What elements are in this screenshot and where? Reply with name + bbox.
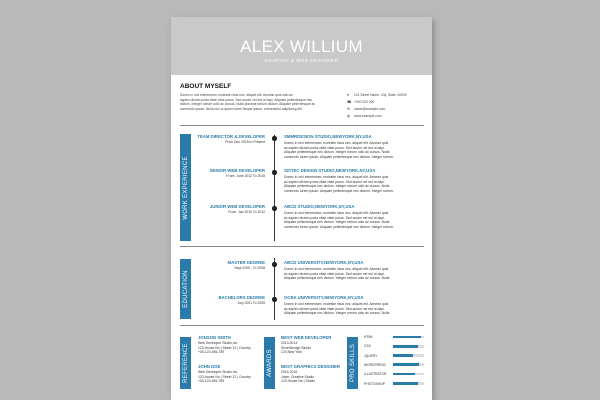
reference-details: Web Developer Studio,Inc 123,House No | Street 12 | Country +00-123-456-789	[198, 370, 251, 384]
job-company: SMMRDESIGN STUDIO,NEWYORK,NY,USA	[284, 134, 372, 139]
timeline-line	[274, 135, 275, 241]
degree-school: OCBA UNIVERSITY,NEWYORK,NY,USA	[284, 295, 364, 300]
contact-website: www.example.com	[354, 114, 382, 118]
work-experience-sidebar	[180, 134, 191, 241]
job-company: SISTEC DESIGN STUDIO,NEWYORK,NY,USA	[284, 168, 376, 173]
job-company: ABCD STUDIO,NEWYORK,NY,USA	[284, 204, 355, 209]
divider	[180, 246, 424, 247]
awards-sidebar	[264, 337, 275, 389]
skill-level-fill	[393, 363, 419, 366]
job-title: JUNIOR WEB DEVELOPER	[209, 204, 265, 209]
degree-title: MASTER DEGREE	[227, 260, 265, 265]
resume-page	[171, 17, 432, 400]
about-heading: ABOUT MYSELF	[180, 83, 232, 90]
skill-name: ILLUSTRATOR	[364, 372, 387, 377]
job-dates: From: Jan 2010 To 2012	[228, 210, 265, 214]
timeline-dot	[272, 297, 277, 302]
education-sidebar	[180, 259, 191, 319]
work-experience-label: WORK EXPERIENCE	[182, 155, 189, 220]
job-title: TEAM DIRECTOR & DEVELOPER	[197, 134, 265, 139]
skill-level-bar	[393, 345, 424, 348]
resume-header	[171, 17, 432, 75]
pro-skills-label: PRO SKILLS	[349, 343, 356, 383]
skill-level-bar	[393, 336, 424, 339]
contact-phone: +000 000 000	[354, 100, 375, 104]
phone-icon: ☎	[347, 100, 352, 104]
timeline-dot	[272, 170, 277, 175]
degree-title: BACHELORS DEGREE	[218, 295, 265, 300]
award-title: BEST WEB DEVELOPER	[281, 335, 332, 340]
about-text: Donec in orci elementum, molestie risus nec, aliquet elit. Aenean quis odio ac sapien dictum porta vitae vitae purus. Sed auctor vel est ut dapi. Aliquam pellentesque nec dictum. Integer rutrum odio ac cursus. Nulla placerat rutrum dictum. Aliquam pellentesque ac commodo ipsum. Nulla nec ut quam lorem Neque ipsum, consectetur adipiscing elit.	[180, 93, 316, 111]
job-description: Donec in orci elementum, molestie risus nec, aliquet elit. Aenean quis ac sapien dictum porta vitae vitae purus. Sed auctor vel est ut dapi. Aliquam pellentesque nec dictum. Integer rutrum odio ac cursus. Nulla commodo lorem ipsum. Aliquam pellentesque nec dictum. Integer rutrum.	[284, 211, 394, 229]
pro-skills-sidebar	[347, 337, 358, 389]
contact-email: name@example.com	[354, 107, 386, 111]
reference-sidebar	[180, 337, 191, 389]
award-details: 2015-2016 Joker, Creative Studio 123,House No | Studio	[281, 370, 316, 384]
job-description: Donec in orci elementum, molestie risus nec, aliquet elit. Aenean quis ac sapien dictum porta vitae vitae purus. Sed auctor vel est ut dapi. Aliquam pellentesque nec dictum. Integer rutrum odio ac cursus. Nulla commodo lorem ipsum. Aliquam pellentesque nec dictum. Integer rutrum.	[284, 175, 394, 193]
candidate-role: GRAPHIC & WEB DESIGNER	[264, 58, 339, 63]
degree-description: Donec in orci elementum, molestie risus nec, aliquet elit. Aenean quis ac sapien dictum porta vitae vitae purus. Sed auctor vel est ut dapi. Aliquam pellentesque nec dictum. Integer rutrum odio ac cursus. Nulla	[284, 267, 390, 281]
location-pin-icon: ●	[347, 93, 350, 97]
job-title: SENIOR WEB DEVELOPER	[209, 168, 265, 173]
divider	[180, 125, 424, 126]
timeline-dot	[272, 136, 277, 141]
timeline-line	[274, 258, 275, 320]
skill-level-fill	[393, 382, 418, 385]
degree-school: ABCD UNIVERSITY,NEWYORK,NY,USA	[284, 260, 364, 265]
timeline-dot	[272, 206, 277, 211]
skill-level-fill	[393, 354, 413, 357]
skill-name: WORDPRESS	[364, 362, 386, 367]
degree-description: Donec in orci elementum, molestie risus nec, aliquet elit. Aenean quis ac sapien dictum porta vitae vitae purus. Sed auctor vel est ut dapi. Aliquam pellentesque nec dictum. Integer rutrum odio ac cursus. Nulla	[284, 302, 390, 316]
reference-label: REFERENCE	[182, 343, 189, 383]
job-dates: From: June 2012 To 2015	[226, 174, 265, 178]
skill-level-fill	[393, 373, 415, 376]
skill-name: JQUERY	[364, 353, 378, 358]
job-description: Donec in orci elementum, molestie risus nec, aliquet elit. Aenean quis ac sapien dictum porta vitae vitae purus. Sed auctor vel est ut dapi. Aliquam pellentesque nec dictum. Integer rutrum odio ac cursus. Nulla commodo lorem ipsum. Aliquam pellentesque nec dictum. Integer rutrum.	[284, 141, 394, 159]
candidate-name: ALEX WILLIUM	[240, 37, 363, 56]
skill-level-bar	[393, 354, 424, 357]
job-dates: From Dec 2015 to Present	[225, 140, 265, 144]
reference-details: Web Developer Studio,Inc 123,House No | Street 12 | Country +00-123-456-789	[198, 341, 251, 355]
skill-level-bar	[393, 382, 424, 385]
skill-level-fill	[393, 345, 418, 348]
skill-name: CSS	[364, 344, 371, 349]
awards-label: AWARDS	[266, 349, 273, 377]
skill-level-fill	[393, 336, 421, 339]
skill-name: PHOTOSHOP	[364, 381, 386, 386]
award-details: 2013-2014 SeverDesign Studio 123,New York	[281, 341, 311, 355]
skill-level-bar	[393, 373, 424, 376]
award-title: BEST GRAPHICS DESIGNER	[281, 364, 340, 369]
degree-dates: Sept 2005 - To 2008	[234, 266, 265, 270]
contact-address: 121 Street Name, City, State, 00000	[354, 93, 407, 97]
reference-name: JOHN DOE	[198, 364, 221, 369]
skill-level-bar	[393, 363, 424, 366]
divider	[180, 325, 424, 326]
email-icon: ✉	[347, 107, 351, 111]
skill-name: HTML	[364, 335, 373, 339]
timeline-dot	[272, 262, 277, 267]
reference-name: JONSON SMITH	[198, 335, 231, 340]
globe-icon: ◍	[347, 114, 351, 118]
degree-dates: July 2001 To 2005	[237, 301, 265, 305]
education-label: EDUCATION	[182, 270, 189, 308]
